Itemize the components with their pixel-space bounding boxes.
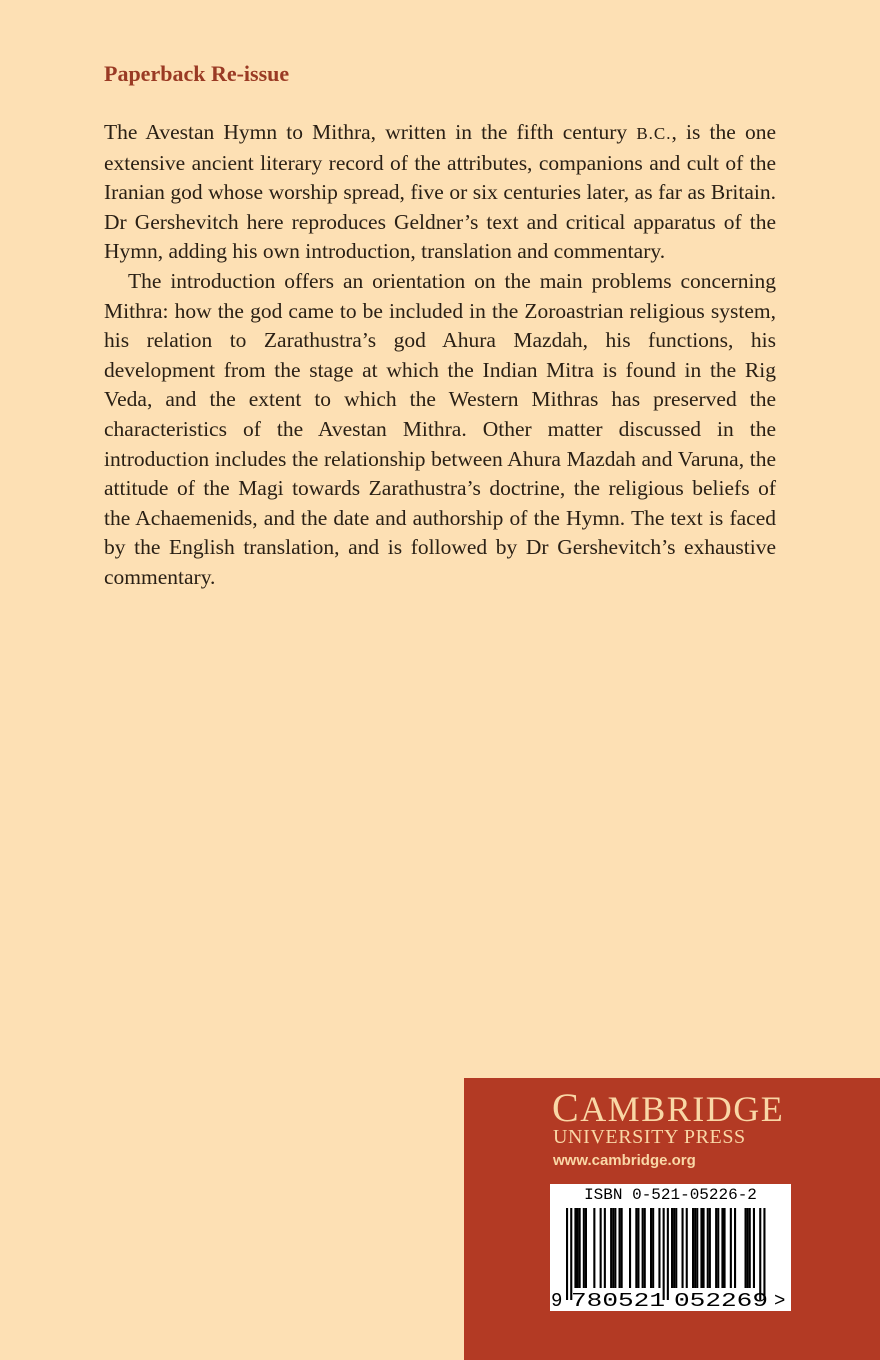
barcode-bars — [550, 1184, 791, 1311]
barcode-guard-bar — [667, 1208, 669, 1300]
barcode-bar — [635, 1208, 637, 1288]
barcode-bar — [715, 1208, 717, 1288]
blurb-paragraph-1 — [104, 118, 776, 267]
barcode-bar — [707, 1208, 709, 1288]
barcode-bar — [583, 1208, 585, 1288]
barcode-quiet-mark: > — [774, 1290, 786, 1311]
barcode-right-digits: 052269 — [674, 1290, 768, 1311]
section-heading: Paperback Re-issue — [104, 61, 290, 86]
barcode-bar — [675, 1208, 677, 1288]
barcode-bar — [652, 1208, 654, 1288]
isbn-label: ISBN 0-521-05226-2 — [584, 1186, 757, 1204]
publisher-name — [552, 1085, 785, 1130]
barcode-bar — [730, 1208, 732, 1288]
publisher-panel — [464, 1078, 880, 1360]
barcode-bar — [724, 1208, 726, 1288]
barcode-bar — [621, 1208, 623, 1288]
barcode-bar — [650, 1208, 652, 1288]
barcode-bar — [696, 1208, 698, 1288]
barcode-bar — [585, 1208, 587, 1288]
barcode-bar — [579, 1208, 581, 1288]
blurb-paragraph-2: The introduction offers an orientation on the main problems concerning Mithra: how the god came to be included in the Zoroastrian religious system, his relation to Zarathustra’s god Ahura Mazdah, his functions, his development from the stage at which the Indian Mitra is found in the Rig Veda, and the extent to which the Western Mithras has preserved the characteristics of the Avestan Mithra. Other matter discussed in the introduction includes the relationship between Ahura Mazdah and Varuna, the attitude of the Magi towards Zarathustra’s doctrine, the religious beliefs of the Achaemenids, and the date and authorship of the Hymn. The text is faced by the English translation, and is followed by Dr Gershevitch’s exhaustive commentary. — [104, 268, 776, 589]
publisher-subtitle: UNIVERSITY PRESS — [553, 1126, 746, 1148]
barcode-bar — [600, 1208, 602, 1288]
barcode-bar — [619, 1208, 621, 1288]
barcode-guard-bar — [663, 1208, 665, 1300]
barcode-bar — [700, 1208, 702, 1288]
barcode-bar — [671, 1208, 673, 1288]
barcode-bar — [614, 1208, 616, 1288]
barcode-bar — [593, 1208, 595, 1288]
barcode-first-digit: 9 — [551, 1290, 563, 1311]
barcode-bar — [721, 1208, 723, 1288]
barcode-bar — [745, 1208, 747, 1288]
barcode-bar — [642, 1208, 644, 1288]
barcode-left-digits: 780521 — [571, 1290, 665, 1311]
barcode-guard-bar — [570, 1208, 572, 1300]
barcode-bar — [637, 1208, 639, 1288]
blurb-p1-start: The Avestan Hymn to Mithra, written in the fifth century — [104, 120, 637, 144]
publisher-name-initial: C — [552, 1085, 581, 1130]
barcode-bar — [629, 1208, 631, 1288]
barcode-bar — [604, 1208, 606, 1288]
publisher-name-rest: AMBRIDGE — [580, 1089, 785, 1129]
era-abbreviation: B.C. — [636, 124, 672, 143]
barcode-bar — [682, 1208, 684, 1288]
blurb-text — [104, 118, 776, 593]
barcode-guard-bar — [566, 1208, 568, 1300]
barcode-bar — [749, 1208, 751, 1288]
barcode-bar — [753, 1208, 755, 1288]
barcode-bar — [694, 1208, 696, 1288]
barcode-bar — [703, 1208, 705, 1288]
barcode-bar — [709, 1208, 711, 1288]
barcode-bar — [658, 1208, 660, 1288]
barcode-bar — [610, 1208, 612, 1288]
barcode-guard-bar — [763, 1208, 765, 1300]
barcode-bar — [577, 1208, 579, 1288]
isbn-barcode — [550, 1184, 791, 1311]
barcode-bar — [686, 1208, 688, 1288]
barcode-bar — [612, 1208, 614, 1288]
barcode-guard-bar — [759, 1208, 761, 1300]
barcode-bar — [717, 1208, 719, 1288]
barcode-bar — [644, 1208, 646, 1288]
barcode-bar — [692, 1208, 694, 1288]
barcode-bar — [734, 1208, 736, 1288]
barcode-bar — [673, 1208, 675, 1288]
blurb-p1-end: , is the one extensive ancient literary record of the attributes, companions and cult of the Iranian god whose worship spread, five or six centuries later, as far as Britain. Dr Gershevitch here reproduces Geldner’s text and critical apparatus of the Hymn, adding his own introduction, translation and commentary. — [104, 120, 776, 264]
barcode-bar — [747, 1208, 749, 1288]
publisher-url: www.cambridge.org — [553, 1152, 696, 1169]
barcode-bar — [574, 1208, 576, 1288]
